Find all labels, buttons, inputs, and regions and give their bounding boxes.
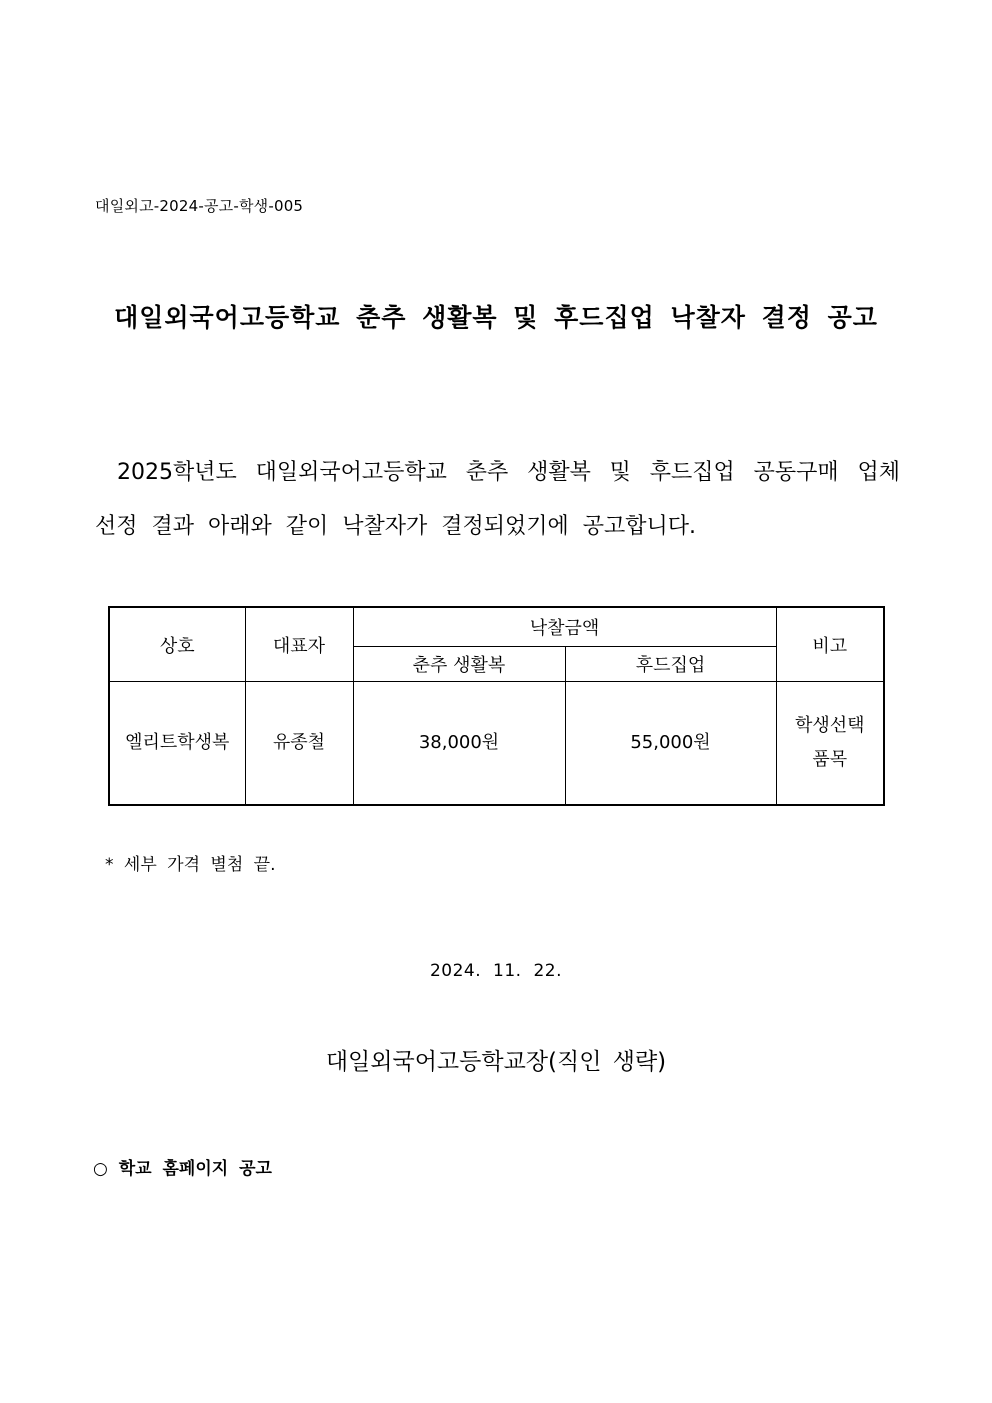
cell-spring-fall-uniform-price: 38,000원 — [353, 682, 565, 806]
header-spring-fall-uniform: 춘추 생활복 — [353, 647, 565, 682]
posting-note: ○ 학교 홈페이지 공고 — [93, 1159, 272, 1179]
remarks-line-1: 학생선택 — [794, 715, 865, 736]
cell-company: 엘리트학생복 — [109, 682, 245, 806]
header-company: 상호 — [109, 607, 245, 682]
document-number: 대일외고-2024-공고-학생-005 — [95, 197, 304, 215]
document-title: 대일외국어고등학교 춘추 생활복 및 후드집업 낙찰자 결정 공고 — [114, 303, 878, 332]
document-date: 2024. 11. 22. — [429, 961, 563, 981]
table-header-row — [109, 607, 884, 647]
header-representative: 대표자 — [245, 607, 353, 682]
header-hood-zipup: 후드집업 — [565, 647, 776, 682]
cell-hood-zipup-price: 55,000원 — [565, 682, 776, 806]
issuer-signature: 대일외국어고등학교장(직인 생략) — [325, 1049, 667, 1075]
price-detail-note: * 세부 가격 별첨 끝. — [105, 855, 276, 875]
bid-result-table — [108, 606, 885, 806]
header-remarks: 비고 — [776, 607, 884, 682]
cell-representative: 유종철 — [245, 682, 353, 806]
announcement-body: 2025학년도 대일외국어고등학교 춘추 생활복 및 후드집업 공동구매 업체 선정 결과 아래와 같이 낙찰자가 결정되었기에 공고합니다. — [95, 460, 900, 539]
header-bid-amount: 낙찰금액 — [353, 607, 776, 647]
remarks-line-2: 품목 — [812, 749, 848, 770]
table-row — [109, 682, 884, 806]
cell-remarks — [776, 682, 884, 806]
